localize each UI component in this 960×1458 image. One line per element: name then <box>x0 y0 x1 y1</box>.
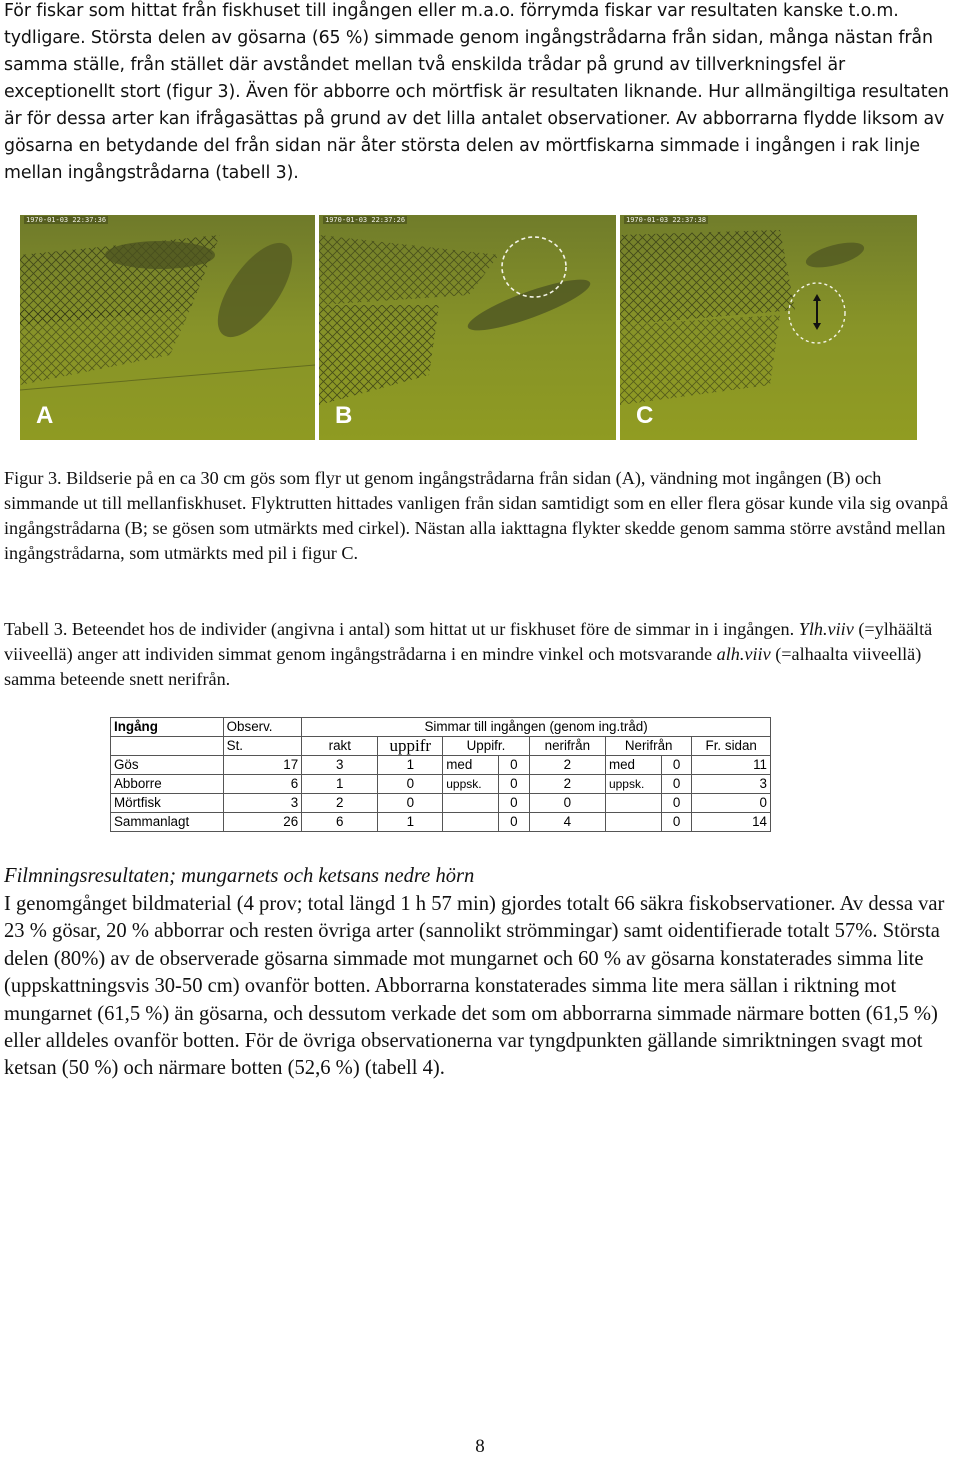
cell <box>605 794 661 813</box>
cell: 2 <box>529 775 605 794</box>
photo-timestamp: 1970-01-03 22:37:26 <box>325 216 406 224</box>
figure-caption: Figur 3. Bildserie på en ca 30 cm gös som flyr ut genom ingångstrådarna från sidan (A), vändning mot ingången (B) och simmande ut till mellanfiskhuset. Flyktrutten hittades vanligen från sidan samtidigt som en eller flera gösar kunde vila sig ovanpå ingångstrådarna (B; se gösen som utmärkts med cirkel). Nästan alla iakttagna flykter skedde genom samma större avstånd mellan ingångstrådarna, som utmärkts med pil i figur C. <box>4 468 949 563</box>
cell: 1 <box>378 813 443 832</box>
row-name: Gös <box>111 756 224 775</box>
cell <box>443 794 499 813</box>
header-cell: Nerifrån <box>605 737 691 756</box>
header-cell: Simmar till ingången (genom ing.tråd) <box>302 718 771 737</box>
header-cell: rakt <box>302 737 378 756</box>
table-caption-text: Tabell 3. Beteendet hos de individer (angivna i antal) som hittat ut ur fiskhuset före de simmar in i ingången. <box>4 619 799 639</box>
panel-label-b: B <box>335 402 353 429</box>
cell: 1 <box>378 756 443 775</box>
cell: 0 <box>499 775 530 794</box>
header-cell: nerifrån <box>529 737 605 756</box>
row-name: Sammanlagt <box>111 813 224 832</box>
cell: uppsk. <box>443 775 499 794</box>
table-caption-text: (=alhaalta viiveellä) samma beteende snett nerifrån. <box>4 644 922 689</box>
photo-timestamp: 1970-01-03 22:37:36 <box>26 216 107 224</box>
cell: med <box>605 756 661 775</box>
table-row <box>111 756 771 775</box>
cell: 11 <box>692 756 771 775</box>
header-cell: Ingång <box>111 718 224 737</box>
cell: 6 <box>302 813 378 832</box>
cell: 0 <box>499 794 530 813</box>
header-cell: Uppifr. <box>443 737 529 756</box>
cell: 0 <box>499 813 530 832</box>
cell: 1 <box>302 775 378 794</box>
table-header-row <box>111 718 771 737</box>
cell: 3 <box>223 794 302 813</box>
header-cell: Observ. <box>223 718 302 737</box>
cell: 26 <box>223 813 302 832</box>
header-cell: St. <box>223 737 302 756</box>
figure-3-photos <box>20 215 917 440</box>
cell: 0 <box>661 775 692 794</box>
table-caption-text: (=ylhäältä viiveellä) anger att individen simmat genom ingångstrådarna i en mindre vinkel och motsvarande <box>4 619 933 664</box>
cell: 2 <box>529 756 605 775</box>
table-row <box>111 775 771 794</box>
table-header-row <box>111 737 771 756</box>
term-ylh-viiv: Ylh.viiv <box>798 619 854 639</box>
cell <box>605 813 661 832</box>
panel-label-a: A <box>36 402 54 429</box>
table-caption <box>4 617 956 692</box>
cell: med <box>443 756 499 775</box>
cell: 4 <box>529 813 605 832</box>
cell: 14 <box>692 813 771 832</box>
photo-panel-b <box>319 215 616 440</box>
cell: 0 <box>661 813 692 832</box>
cell: 0 <box>661 794 692 813</box>
term-alh-viiv: alh.viiv <box>716 644 771 664</box>
underwater-photo-c <box>620 215 917 440</box>
table-row <box>111 794 771 813</box>
cell: 0 <box>499 756 530 775</box>
photo-timestamp: 1970-01-03 22:37:38 <box>626 216 707 224</box>
cell: 0 <box>661 756 692 775</box>
table-total-row <box>111 813 771 832</box>
results-paragraph: I genomgånget bildmaterial (4 prov; total längd 1 h 57 min) gjordes totalt 66 säkra fiskobservationer. Av dessa var 23 % gösar, 20 % abborrar och resten övriga arter (sannolikt strömmingar) samt oidentifierade totalt 57%. Största delen (80%) av de observerade gösarna simmade mot mungarnet och 60 % av gösarna konstaterades simma lite (uppskattningsvis 30-50 cm) ovanför botten. Abborrarna konstaterades simma lite mera sällan i riktning mot mungarnet (61,5 %) än gösarna, och dessutom verkade det som om abborrarna simmade närmare botten (61,5 %) eller alldeles ovanför botten. För de övriga observationerna var tyngdpunkten gällande simriktningen svagt mot ketsan (50 %) och närmare botten (52,6 %) (tabell 4). <box>4 893 945 1080</box>
header-cell: uppifr <box>378 737 443 756</box>
page-number: 8 <box>475 1436 485 1457</box>
cell: 0 <box>529 794 605 813</box>
cell <box>443 813 499 832</box>
cell: 3 <box>692 775 771 794</box>
underwater-photo-a <box>20 215 315 440</box>
photo-panel-a <box>20 215 315 440</box>
section-heading: Filmningsresultaten; mungarnets och ketsans nedre hörn <box>4 865 475 887</box>
cell: 0 <box>378 775 443 794</box>
header-cell: Fr. sidan <box>692 737 771 756</box>
header-cell <box>111 737 224 756</box>
cell: 0 <box>378 794 443 813</box>
underwater-photo-b <box>319 215 616 440</box>
cell: uppsk. <box>605 775 661 794</box>
intro-paragraph: För fiskar som hittat från fiskhuset till ingången eller m.a.o. förrymda fiskar var resultaten kanske t.o.m. tydligare. Största delen av gösarna (65 %) simmade genom ingångstrådarna från sidan, många nästan från samma ställe, från stället där avståndet mellan två enskilda trådar på grund av tillverkningsfel är exceptionellt stort (figur 3). Även för abborre och mörtfisk är resultaten liknande. Hur allmängiltiga resultaten är för dessa arter kan ifrågasättas på grund av det lilla antalet observationer. Av abborrarna flydde liksom av gösarna en betydande del från sidan när åter största delen av mörtfiskarna simmade i ingången i rak linje mellan ingångstrådarna (tabell 3). <box>4 1 949 183</box>
row-name: Mörtfisk <box>111 794 224 813</box>
cell: 0 <box>692 794 771 813</box>
row-name: Abborre <box>111 775 224 794</box>
table-3 <box>110 717 771 832</box>
cell: 17 <box>223 756 302 775</box>
panel-label-c: C <box>636 402 654 429</box>
cell: 2 <box>302 794 378 813</box>
cell: 3 <box>302 756 378 775</box>
cell: 6 <box>223 775 302 794</box>
photo-panel-c <box>620 215 917 440</box>
